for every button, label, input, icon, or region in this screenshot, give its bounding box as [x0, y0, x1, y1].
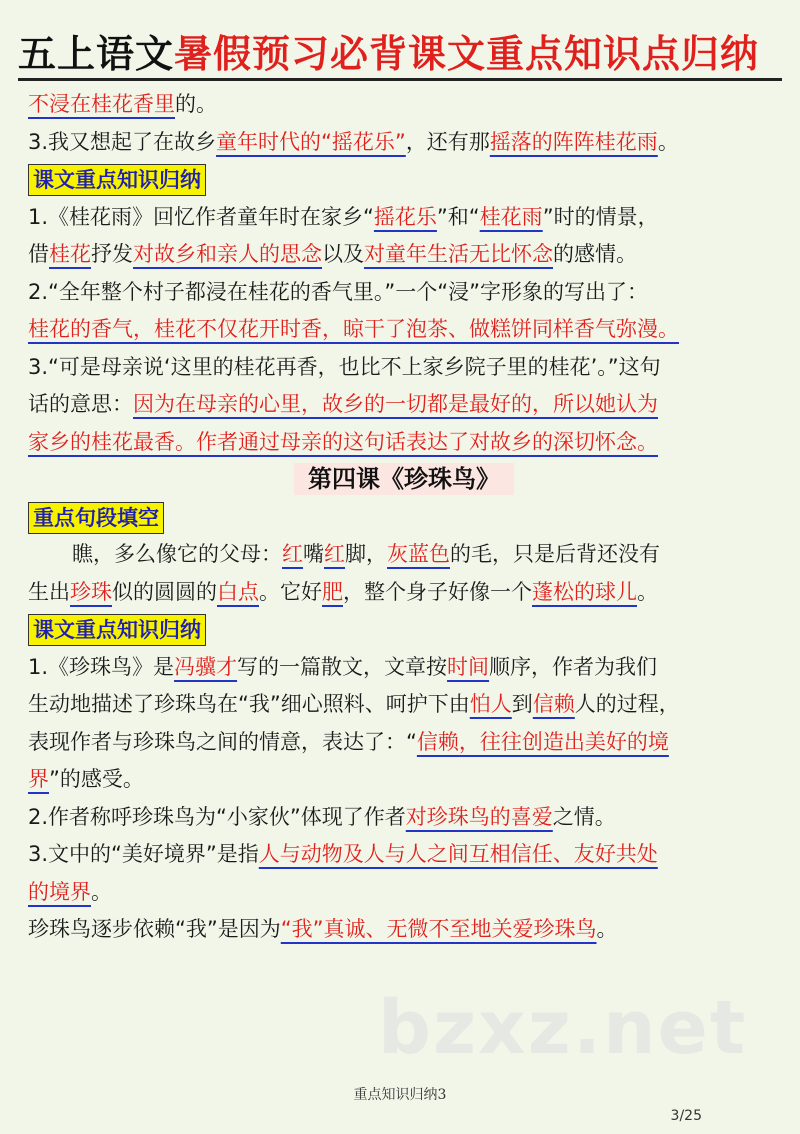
- watermark: bzxz.net: [378, 985, 748, 1071]
- key-phrase: 对故乡和亲人的思念: [133, 242, 322, 266]
- plain-text: 珍珠鸟逐步依赖“我”是因为: [28, 917, 281, 941]
- title-topic: 暑假预习必背课文重点知识点归纳: [174, 32, 760, 76]
- section-heading-label: 课文重点知识归纳: [28, 164, 206, 196]
- plain-text: 瞧，多么像它的父母：: [72, 542, 282, 566]
- plain-text: 嘴: [303, 542, 324, 566]
- plain-text: 人的过程，: [574, 692, 680, 716]
- text-line: [28, 386, 780, 424]
- plain-text: 以及: [322, 242, 364, 266]
- text-line: [28, 274, 780, 312]
- key-phrase: 摇花乐: [373, 204, 437, 229]
- plain-text: 脚，: [345, 542, 387, 566]
- key-phrase: 珍珠: [70, 579, 112, 604]
- plain-text: 。: [596, 917, 618, 941]
- section-heading: [28, 161, 780, 199]
- plain-text: 借: [28, 242, 49, 266]
- plain-text: 之情。: [552, 804, 616, 829]
- plain-text: 表现作者与珍珠鸟之间的情意，表达了：“: [28, 729, 417, 754]
- plain-text: 到: [511, 692, 533, 716]
- plain-text: 生动地描述了珍珠鸟在“我”细心照料、呵护下由: [28, 692, 470, 716]
- key-phrase: 界: [28, 767, 49, 791]
- text-line: [28, 761, 780, 799]
- text-line: [28, 86, 780, 124]
- key-phrase: 信赖，往往创造出美好的境: [416, 729, 669, 754]
- title-subject: 五上语文: [18, 32, 175, 76]
- text-line: [28, 424, 780, 462]
- text-line: [28, 199, 780, 237]
- plain-text: ，还有那: [405, 129, 490, 154]
- plain-text: 3.文中的“美好境界”是指: [28, 842, 259, 866]
- key-phrase: 蓬松的球儿: [532, 579, 637, 604]
- text-line: [28, 836, 780, 874]
- key-phrase: 桂花雨: [479, 204, 543, 229]
- text-line: [28, 799, 780, 837]
- document-body: [28, 86, 780, 949]
- plain-text: 3.“可是母亲说‘这里的桂花再香，也比不上家乡院子里的桂花’。”这句: [28, 354, 661, 379]
- plain-text: ”的感受。: [49, 767, 144, 791]
- key-phrase: 时间: [447, 654, 490, 679]
- key-phrase: “我”真诚、无微不至地关爱珍珠鸟: [280, 917, 597, 941]
- key-phrase: 桂花的香气，桂花不仅花开时香，晾干了泡茶、做糕饼同样香气弥漫。: [28, 317, 679, 341]
- key-phrase: 白点: [217, 579, 259, 604]
- plain-text: 2.作者称呼珍珠鸟为“小家伙”体现了作者: [28, 804, 406, 829]
- key-phrase: 信赖: [532, 692, 575, 716]
- text-line: [28, 349, 780, 387]
- plain-text: 。: [91, 879, 112, 904]
- text-line: [28, 124, 780, 162]
- lesson-title: 第四课《珍珠鸟》: [294, 463, 514, 495]
- key-phrase: 人与动物及人与人之间互相信任、友好共处: [258, 842, 658, 866]
- text-line: [28, 574, 780, 612]
- section-heading-label: 课文重点知识归纳: [28, 614, 206, 646]
- plain-text: 。: [657, 129, 679, 154]
- key-phrase: 因为在母亲的心里，故乡的一切都是最好的，所以她认为: [133, 392, 658, 416]
- key-phrase: 桂花: [49, 242, 91, 266]
- key-phrase: 红: [324, 542, 345, 566]
- page-title: [18, 22, 782, 81]
- plain-text: 的。: [175, 92, 217, 116]
- key-phrase: 家乡的桂花最香。作者通过母亲的这句话表达了对故乡的深切怀念。: [28, 429, 658, 454]
- plain-text: 的感情。: [553, 242, 637, 266]
- plain-text: ，整个身子好像一个: [343, 579, 532, 604]
- plain-text: 写的一篇散文，文章按: [237, 654, 448, 679]
- text-line: [28, 236, 780, 274]
- key-phrase: 冯骥才: [174, 654, 238, 679]
- page-number: 3/25: [670, 1108, 702, 1124]
- key-phrase: 摇落的阵阵桂花雨: [489, 129, 658, 154]
- plain-text: 1.《桂花雨》回忆作者童年时在家乡“: [28, 204, 374, 229]
- plain-text: ”时的情景，: [542, 204, 659, 229]
- text-line: [28, 311, 780, 349]
- plain-text: 1.《珍珠鸟》是: [28, 654, 175, 679]
- text-line: [28, 911, 780, 949]
- lesson-heading: [28, 461, 780, 499]
- key-phrase: 童年时代的“摇花乐”: [216, 129, 406, 154]
- key-phrase: 的境界: [28, 879, 91, 904]
- key-phrase: 灰蓝色: [387, 542, 450, 566]
- key-phrase: 怕人: [469, 692, 512, 716]
- plain-text: 2.“全年整个村子都浸在桂花的香气里。”一个“浸”字形象的写出了：: [28, 279, 649, 304]
- footer-caption: 重点知识归纳3: [353, 1087, 447, 1103]
- key-phrase: 对童年生活无比怀念: [364, 242, 553, 266]
- plain-text: 。它好: [259, 579, 322, 604]
- key-phrase: 肥: [322, 579, 343, 604]
- plain-text: 。: [637, 579, 658, 604]
- section-heading-label: 重点句段填空: [28, 502, 164, 534]
- section-heading: [28, 611, 780, 649]
- text-line: [28, 649, 780, 687]
- key-phrase: 对珍珠鸟的喜爱: [405, 804, 553, 829]
- plain-text: 话的意思：: [28, 392, 133, 416]
- plain-text: ”和“: [436, 204, 480, 229]
- text-line: [28, 724, 780, 762]
- plain-text: 顺序，作者为我们: [489, 654, 658, 679]
- plain-text: 抒发: [91, 242, 133, 266]
- plain-text: 的毛，只是后背还没有: [450, 542, 660, 566]
- text-line: [28, 536, 780, 574]
- plain-text: 生出: [28, 579, 70, 604]
- section-heading: [28, 499, 780, 537]
- plain-text: 似的圆圆的: [112, 579, 217, 604]
- key-phrase: 红: [282, 542, 303, 566]
- plain-text: 3.我又想起了在故乡: [28, 129, 217, 154]
- text-line: [28, 874, 780, 912]
- key-phrase: 不浸在桂花香里: [28, 92, 175, 116]
- text-line: [28, 686, 780, 724]
